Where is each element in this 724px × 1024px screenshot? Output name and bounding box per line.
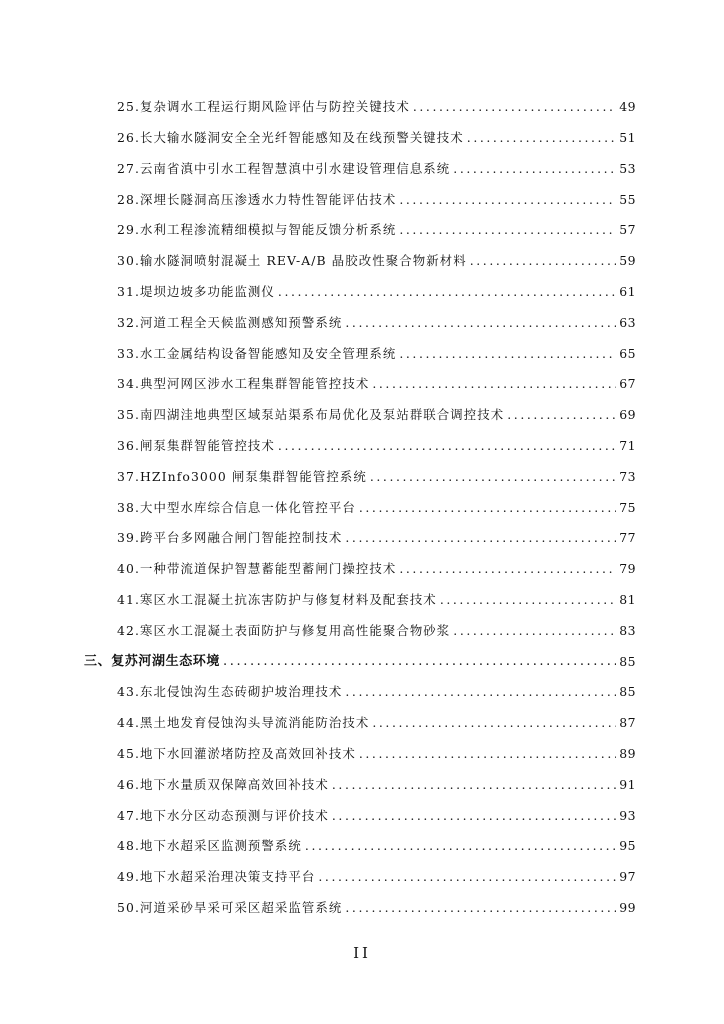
toc-entry[interactable] [0, 277, 724, 308]
toc-entry-page: 53 [619, 160, 636, 176]
toc-entry-page: 97 [619, 869, 636, 885]
dot-leader [223, 655, 616, 668]
dot-leader [372, 378, 616, 390]
dot-leader [440, 594, 616, 606]
toc-entry-page: 57 [619, 222, 636, 238]
toc-entry-title: 42.寒区水工混凝土表面防护与修复用高性能聚合物砂浆 [117, 622, 451, 638]
toc-entry-page: 85 [619, 684, 636, 700]
toc-entry-title: 44.黑土地发育侵蚀沟头导流消能防治技术 [117, 715, 370, 731]
dot-leader [359, 502, 616, 514]
toc-entry-page: 77 [619, 530, 636, 546]
toc-entry-title: 32.河道工程全天候监测感知预警系统 [117, 314, 343, 330]
toc-entry-title: 45.地下水回灌淤堵防控及高效回补技术 [117, 745, 356, 761]
toc-entry-page: 79 [619, 561, 636, 577]
dot-leader [359, 748, 616, 760]
toc-entry-title: 36.闸泵集群智能管控技术 [117, 437, 275, 453]
toc-entry[interactable] [0, 677, 724, 708]
toc-entry-page: 87 [619, 715, 636, 731]
toc-entry[interactable] [0, 246, 724, 277]
dot-leader [332, 810, 616, 822]
toc-entry-title: 35.南四湖洼地典型区域泵站渠系布局优化及泵站群联合调控技术 [117, 407, 505, 423]
dot-leader [278, 440, 616, 452]
toc-entry[interactable] [0, 338, 724, 369]
toc-entry-title: 28.深埋长隧洞高压渗透水力特性智能评估技术 [117, 191, 397, 207]
dot-leader [372, 717, 616, 729]
toc-entry[interactable] [0, 215, 724, 246]
toc-entry-title: 34.典型河网区涉水工程集群智能管控技术 [117, 376, 370, 392]
toc-entry[interactable] [0, 862, 724, 893]
dot-leader [278, 286, 616, 298]
toc-entry-page: 67 [619, 376, 636, 392]
dot-leader [399, 348, 616, 360]
toc-entry-page: 89 [619, 745, 636, 761]
dot-leader [345, 532, 616, 544]
toc-entry-title: 25.复杂调水工程运行期风险评估与防控关键技术 [117, 99, 410, 115]
toc-entry-page: 49 [619, 99, 636, 115]
dot-leader [318, 871, 616, 883]
toc-entry-page: 59 [619, 253, 636, 269]
toc-entry[interactable] [0, 523, 724, 554]
dot-leader [413, 101, 616, 113]
dot-leader [345, 902, 616, 914]
toc-entry-title: 26.长大输水隧洞安全全光纤智能感知及在线预警关键技术 [117, 129, 464, 145]
toc-entry-title: 40.一种带流道保护智慧蓄能型蓄闸门操控技术 [117, 561, 397, 577]
toc-entry-page: 91 [619, 776, 636, 792]
toc-entry[interactable] [0, 770, 724, 801]
toc-entry-page: 95 [619, 838, 636, 854]
toc-entry[interactable] [0, 739, 724, 770]
dot-leader [453, 163, 616, 175]
dot-leader [507, 409, 616, 421]
toc-entry-page: 71 [619, 437, 636, 453]
toc-entry[interactable] [0, 893, 724, 924]
toc-entry-title: 30.输水隧洞喷射混凝土 REV-A/B 晶胶改性聚合物新材料 [117, 253, 467, 269]
toc-entry-page: 65 [619, 345, 636, 361]
toc-entry-title: 39.跨平台多网融合闸门智能控制技术 [117, 530, 343, 546]
toc-entry-title: 49.地下水超采治理决策支持平台 [117, 869, 316, 885]
toc-entry-page: 73 [619, 468, 636, 484]
toc-entry-title: 33.水工金属结构设备智能感知及安全管理系统 [117, 345, 397, 361]
toc-entry-title: 三、复苏河湖生态环境 [84, 654, 221, 670]
toc-entry[interactable] [0, 184, 724, 215]
toc-entry-title: 48.地下水超采区监测预警系统 [117, 838, 302, 854]
dot-leader [399, 563, 616, 575]
toc-entry-page: 93 [619, 807, 636, 823]
toc-entry[interactable] [0, 554, 724, 585]
toc-entry[interactable] [0, 492, 724, 523]
toc-entry-title: 31.堤坝边坡多功能监测仪 [117, 283, 275, 299]
toc-entry-title: 41.寒区水工混凝土抗冻害防护与修复材料及配套技术 [117, 591, 437, 607]
dot-leader [467, 132, 616, 144]
dot-leader [399, 224, 616, 236]
toc-entry-title: 50.河道采砂旱采可采区超采监管系统 [117, 899, 343, 915]
dot-leader [399, 194, 616, 206]
dot-leader [332, 779, 616, 791]
toc-entry[interactable] [0, 369, 724, 400]
toc-entry-page: 63 [619, 314, 636, 330]
toc-entry-page: 51 [619, 129, 636, 145]
toc-entry[interactable] [0, 123, 724, 154]
toc-entry[interactable] [0, 831, 724, 862]
toc-entry-page: 69 [619, 407, 636, 423]
toc-entry-title: 47.地下水分区动态预测与评价技术 [117, 807, 329, 823]
toc-entry-title: 27.云南省滇中引水工程智慧滇中引水建设管理信息系统 [117, 160, 451, 176]
dot-leader [345, 686, 616, 698]
dot-leader [370, 471, 616, 483]
toc-entry-title: 43.东北侵蚀沟生态砖砌护坡治理技术 [117, 684, 343, 700]
dot-leader [345, 317, 616, 329]
toc-entry[interactable] [0, 616, 724, 647]
toc-entry-title: 37.HZInfo3000 闸泵集群智能管控系统 [117, 468, 367, 484]
toc-entry[interactable] [0, 92, 724, 123]
toc-entry-page: 81 [619, 591, 636, 607]
dot-leader [305, 840, 616, 852]
toc-entry[interactable] [0, 400, 724, 431]
toc-entry-page: 55 [619, 191, 636, 207]
toc-entry[interactable] [0, 585, 724, 616]
toc-entry-page: 85 [619, 653, 636, 669]
toc-entry-title: 29.水利工程渗流精细模拟与智能反馈分析系统 [117, 222, 397, 238]
toc-entry[interactable] [0, 308, 724, 339]
toc-entry-page: 83 [619, 622, 636, 638]
toc-entry[interactable] [0, 154, 724, 185]
toc-entry-page: 75 [619, 499, 636, 515]
toc-entry-title: 46.地下水量质双保障高效回补技术 [117, 776, 329, 792]
toc-section-heading[interactable] [0, 646, 724, 677]
toc-entry[interactable] [0, 431, 724, 462]
table-of-contents [0, 92, 724, 924]
toc-entry-title: 38.大中型水库综合信息一体化管控平台 [117, 499, 356, 515]
toc-entry-page: 61 [619, 283, 636, 299]
dot-leader [453, 625, 616, 637]
page-number: II [353, 944, 371, 962]
toc-entry-page: 99 [619, 899, 636, 915]
toc-entry[interactable] [0, 708, 724, 739]
toc-entry[interactable] [0, 800, 724, 831]
dot-leader [470, 255, 617, 267]
toc-entry[interactable] [0, 462, 724, 493]
